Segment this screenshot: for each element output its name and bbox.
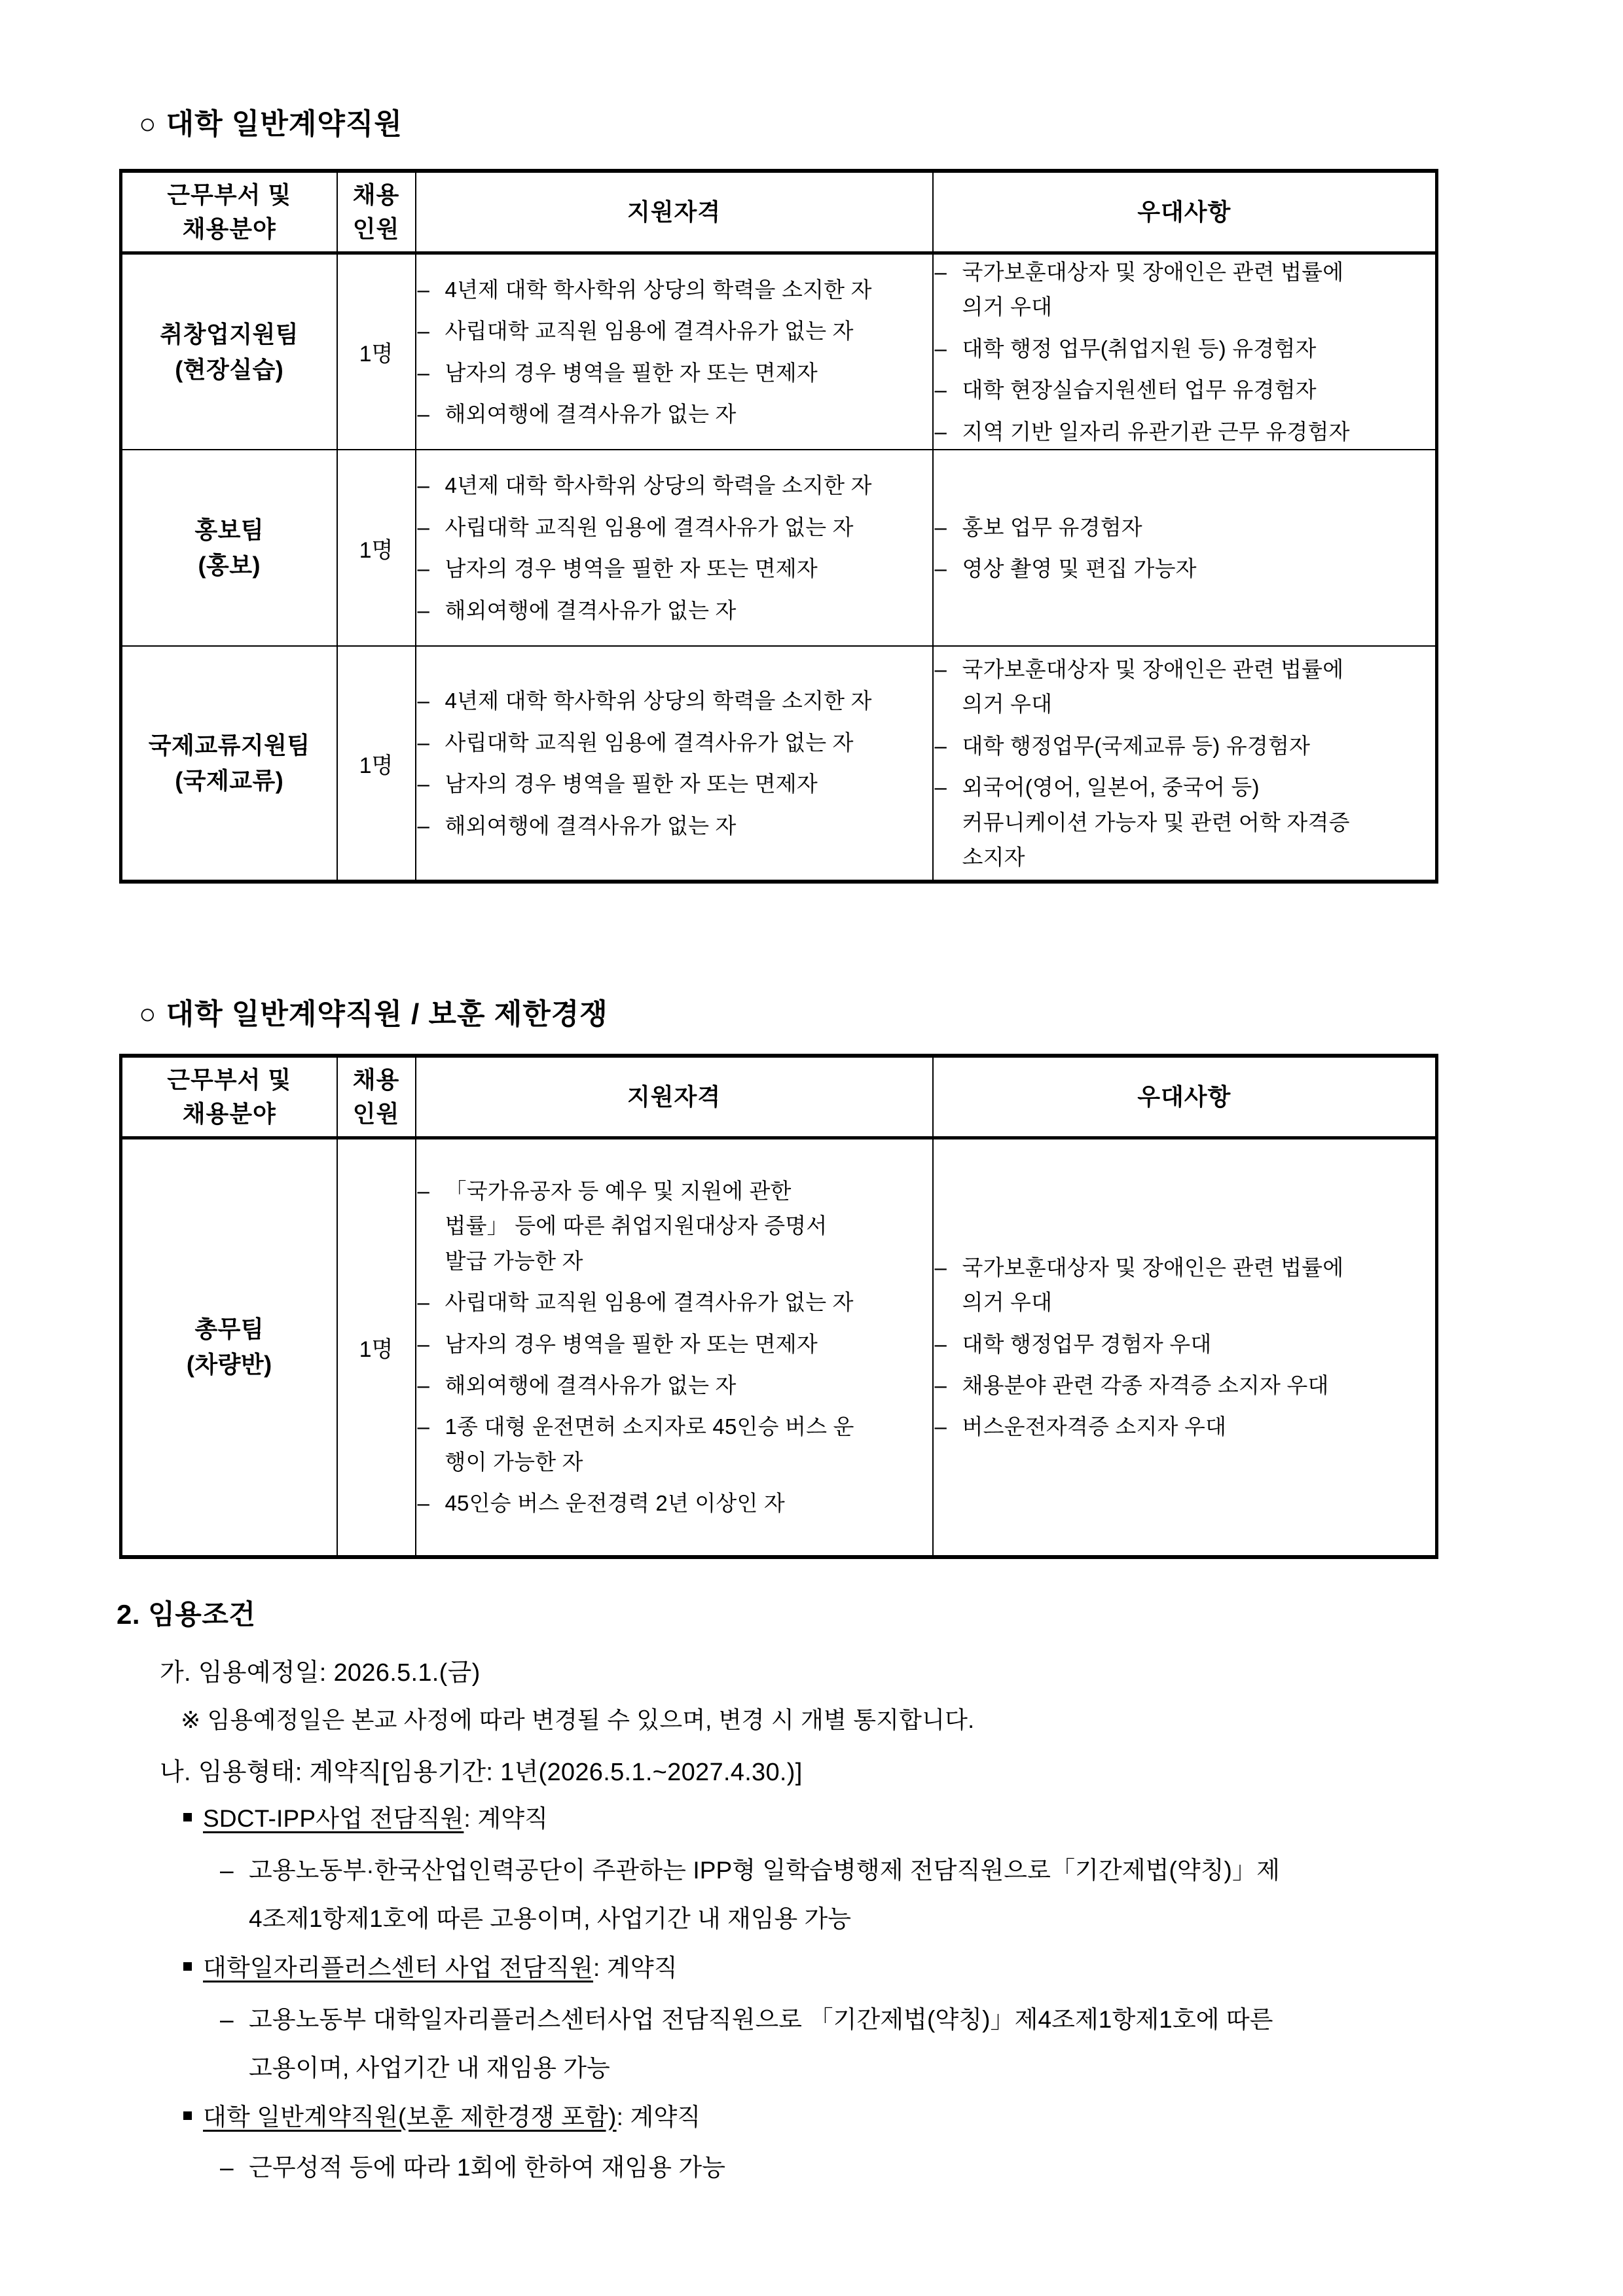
list-item: – 대학 행정 업무(취업지원 등) 유경험자 bbox=[934, 331, 1436, 366]
bullet-detail-sdct-ipp-line2: 4조제1항제1호에 따른 고용이며, 사업기간 내 재임용 가능 bbox=[249, 1905, 852, 1932]
list-item: – 해외여행에 결격사유가 없는 자 bbox=[416, 593, 932, 628]
table-row bbox=[121, 253, 1437, 450]
col-header-count bbox=[337, 171, 416, 253]
appointment-date-item: 가. 임용예정일: 2026.5.1.(금) bbox=[160, 1659, 481, 1687]
cell-department bbox=[121, 450, 337, 646]
bullet-underlined-label: 대학일자리플러스센터 사업 전담직원 bbox=[203, 1954, 594, 1981]
col-header-count-line1: 채용 bbox=[352, 1066, 400, 1093]
list-item: – 사립대학 교직원 임용에 결격사유가 없는 자 bbox=[416, 725, 932, 760]
section-2-heading-text: 대학 일반계약직원 / 보훈 제한경쟁 bbox=[166, 998, 608, 1030]
table-row bbox=[121, 646, 1437, 882]
qualification-list bbox=[416, 1174, 932, 1521]
qualification-list bbox=[416, 468, 932, 628]
ring-bullet-icon: ○ bbox=[139, 108, 157, 140]
table-row bbox=[121, 1138, 1437, 1557]
department-field: (국제교류) bbox=[175, 767, 284, 795]
department-name: 취창업지원팀 bbox=[160, 320, 299, 348]
col-header-department-line2: 채용분야 bbox=[182, 1100, 276, 1127]
bullet-item-general-contract bbox=[181, 2097, 701, 2132]
list-item: – 4년제 대학 학사학위 상당의 학력을 소지한 자 bbox=[416, 272, 932, 307]
bullet-item-sdct-ipp bbox=[181, 1799, 548, 1834]
bullet-tail: : 계약직 bbox=[616, 2104, 701, 2130]
list-item: – 국가보훈대상자 및 장애인은 관련 법률에 의거 우대 bbox=[934, 652, 1436, 722]
cell-preferences bbox=[933, 646, 1437, 882]
list-item: – 지역 기반 일자리 유관기관 근무 유경험자 bbox=[934, 414, 1436, 449]
appointment-date-note: ※ 임용예정일은 본교 사정에 따라 변경될 수 있으며, 변경 시 개별 통지합니다. bbox=[181, 1706, 975, 1733]
section-1-heading-text: 대학 일반계약직원 bbox=[166, 108, 403, 140]
qualification-list bbox=[416, 272, 932, 432]
list-item: – 채용분야 관련 각종 자격증 소지자 우대 bbox=[934, 1368, 1436, 1403]
cell-count: 1명 bbox=[337, 450, 416, 646]
department-field: (차량반) bbox=[186, 1351, 272, 1378]
bullet-tail: : 계약직 bbox=[593, 1954, 678, 1981]
cell-count: 1명 bbox=[337, 1138, 416, 1557]
list-item: – 4년제 대학 학사학위 상당의 학력을 소지한 자 bbox=[416, 683, 932, 718]
preference-list bbox=[934, 255, 1436, 449]
cell-preferences bbox=[933, 253, 1437, 450]
cell-qualifications bbox=[416, 1138, 933, 1557]
section-2-heading bbox=[139, 997, 608, 1032]
list-item: – 사립대학 교직원 임용에 결격사유가 없는 자 bbox=[416, 510, 932, 545]
col-header-count-line2: 인원 bbox=[352, 1100, 400, 1127]
list-item: – 4년제 대학 학사학위 상당의 학력을 소지한 자 bbox=[416, 468, 932, 503]
list-item: – 외국어(영어, 일본어, 중국어 등) 커뮤니케이션 가능자 및 관련 어학 자격증 소지자 bbox=[934, 770, 1436, 874]
bullet-item-job-plus-center bbox=[181, 1948, 678, 1983]
list-item: – 해외여행에 결격사유가 없는 자 bbox=[416, 397, 932, 431]
cell-qualifications bbox=[416, 253, 933, 450]
col-header-preference: 우대사항 bbox=[933, 1056, 1437, 1138]
cell-department bbox=[121, 253, 337, 450]
department-field: (현장실습) bbox=[175, 355, 284, 383]
cell-department bbox=[121, 1138, 337, 1557]
recruitment-table-2 bbox=[119, 1054, 1438, 1559]
recruitment-table-1-wrapper bbox=[119, 169, 1438, 884]
list-item: – 국가보훈대상자 및 장애인은 관련 법률에 의거 우대 bbox=[934, 1250, 1436, 1320]
cell-preferences bbox=[933, 450, 1437, 646]
col-header-department-line1: 근무부서 및 bbox=[167, 1066, 292, 1093]
recruitment-table-2-wrapper bbox=[119, 1054, 1438, 1559]
list-item: – 버스운전자격증 소지자 우대 bbox=[934, 1409, 1436, 1444]
cell-preferences bbox=[933, 1138, 1437, 1557]
list-item: – 대학 행정업무 경험자 우대 bbox=[934, 1327, 1436, 1361]
list-item: – 국가보훈대상자 및 장애인은 관련 법률에 의거 우대 bbox=[934, 255, 1436, 325]
col-header-qualification: 지원자격 bbox=[416, 171, 933, 253]
bullet-detail-job-plus-center-line1: – 고용노동부 대학일자리플러스센터사업 전담직원으로 「기간제법(약칭)」제4조제1항제1호에 따른 bbox=[220, 2000, 1597, 2039]
bullet-underlined-label: SDCT-IPP사업 전담직원 bbox=[203, 1805, 464, 1832]
col-header-count-line1: 채용 bbox=[352, 181, 400, 208]
col-header-count-line2: 인원 bbox=[352, 215, 400, 242]
list-item: – 영상 촬영 및 편집 가능자 bbox=[934, 551, 1436, 586]
department-name: 총무팀 bbox=[194, 1316, 264, 1343]
list-item: – 대학 현장실습지원센터 업무 유경험자 bbox=[934, 372, 1436, 407]
preference-list bbox=[934, 652, 1436, 875]
section-1-heading bbox=[139, 107, 403, 142]
list-item: – 남자의 경우 병역을 필한 자 또는 면제자 bbox=[416, 766, 932, 801]
list-item: – 남자의 경우 병역을 필한 자 또는 면제자 bbox=[416, 1327, 932, 1361]
cell-count: 1명 bbox=[337, 253, 416, 450]
recruitment-table-1 bbox=[119, 169, 1438, 884]
appointment-type-item: 나. 임용형태: 계약직[임용기간: 1년(2026.5.1.~2027.4.30.)] bbox=[160, 1759, 803, 1786]
table-header-row bbox=[121, 1056, 1437, 1138]
list-item: – 해외여행에 결격사유가 없는 자 bbox=[416, 1368, 932, 1403]
department-name: 홍보팀 bbox=[194, 516, 264, 544]
recruitment-table-1-body bbox=[121, 253, 1437, 882]
col-header-department bbox=[121, 1056, 337, 1138]
recruitment-table-2-body bbox=[121, 1138, 1437, 1557]
department-name: 국제교류지원팀 bbox=[148, 732, 310, 759]
cell-department bbox=[121, 646, 337, 882]
list-item: – 45인승 버스 운전경력 2년 이상인 자 bbox=[416, 1486, 932, 1520]
list-item: – 남자의 경우 병역을 필한 자 또는 면제자 bbox=[416, 355, 932, 390]
bullet-detail-job-plus-center-line2: 고용이며, 사업기간 내 재임용 가능 bbox=[249, 2054, 610, 2081]
bullet-tail: : 계약직 bbox=[464, 1805, 549, 1832]
cell-qualifications bbox=[416, 646, 933, 882]
list-item: – 해외여행에 결격사유가 없는 자 bbox=[416, 808, 932, 843]
qualification-list bbox=[416, 683, 932, 843]
list-item: – 「국가유공자 등 예우 및 지원에 관한 법률」 등에 따른 취업지원대상자 증명서 발급 가능한 자 bbox=[416, 1174, 932, 1278]
list-item: – 홍보 업무 유경험자 bbox=[934, 510, 1436, 545]
cell-count: 1명 bbox=[337, 646, 416, 882]
col-header-department bbox=[121, 171, 337, 253]
col-header-count bbox=[337, 1056, 416, 1138]
list-item: – 남자의 경우 병역을 필한 자 또는 면제자 bbox=[416, 551, 932, 586]
preference-list bbox=[934, 1250, 1436, 1444]
list-item: – 사립대학 교직원 임용에 결격사유가 없는 자 bbox=[416, 1285, 932, 1319]
ring-bullet-icon: ○ bbox=[139, 998, 157, 1030]
bullet-detail-general-contract-line1: – 근무성적 등에 따라 1회에 한하여 재임용 가능 bbox=[220, 2148, 1597, 2187]
table-header-row bbox=[121, 171, 1437, 253]
department-field: (홍보) bbox=[198, 552, 261, 579]
col-header-qualification: 지원자격 bbox=[416, 1056, 933, 1138]
col-header-department-line1: 근무부서 및 bbox=[167, 181, 292, 208]
bullet-detail-sdct-ipp-line1: – 고용노동부·한국산업인력공단이 주관하는 IPP형 일학습병행제 전담직원으로「기간제법(약칭)」제 bbox=[220, 1851, 1597, 1890]
list-item: – 대학 행정업무(국제교류 등) 유경험자 bbox=[934, 728, 1436, 763]
list-item: – 사립대학 교직원 임용에 결격사유가 없는 자 bbox=[416, 314, 932, 348]
col-header-preference: 우대사항 bbox=[933, 171, 1437, 253]
cell-qualifications bbox=[416, 450, 933, 646]
section-3-title: 2. 임용조건 bbox=[117, 1599, 256, 1630]
bullet-underlined-label: 대학 일반계약직원(보훈 제한경쟁 포함) bbox=[203, 2104, 617, 2130]
list-item: – 1종 대형 운전면허 소지자로 45인승 버스 운 행이 가능한 자 bbox=[416, 1409, 932, 1479]
table-row bbox=[121, 450, 1437, 646]
preference-list bbox=[934, 510, 1436, 586]
col-header-department-line2: 채용분야 bbox=[182, 215, 276, 242]
